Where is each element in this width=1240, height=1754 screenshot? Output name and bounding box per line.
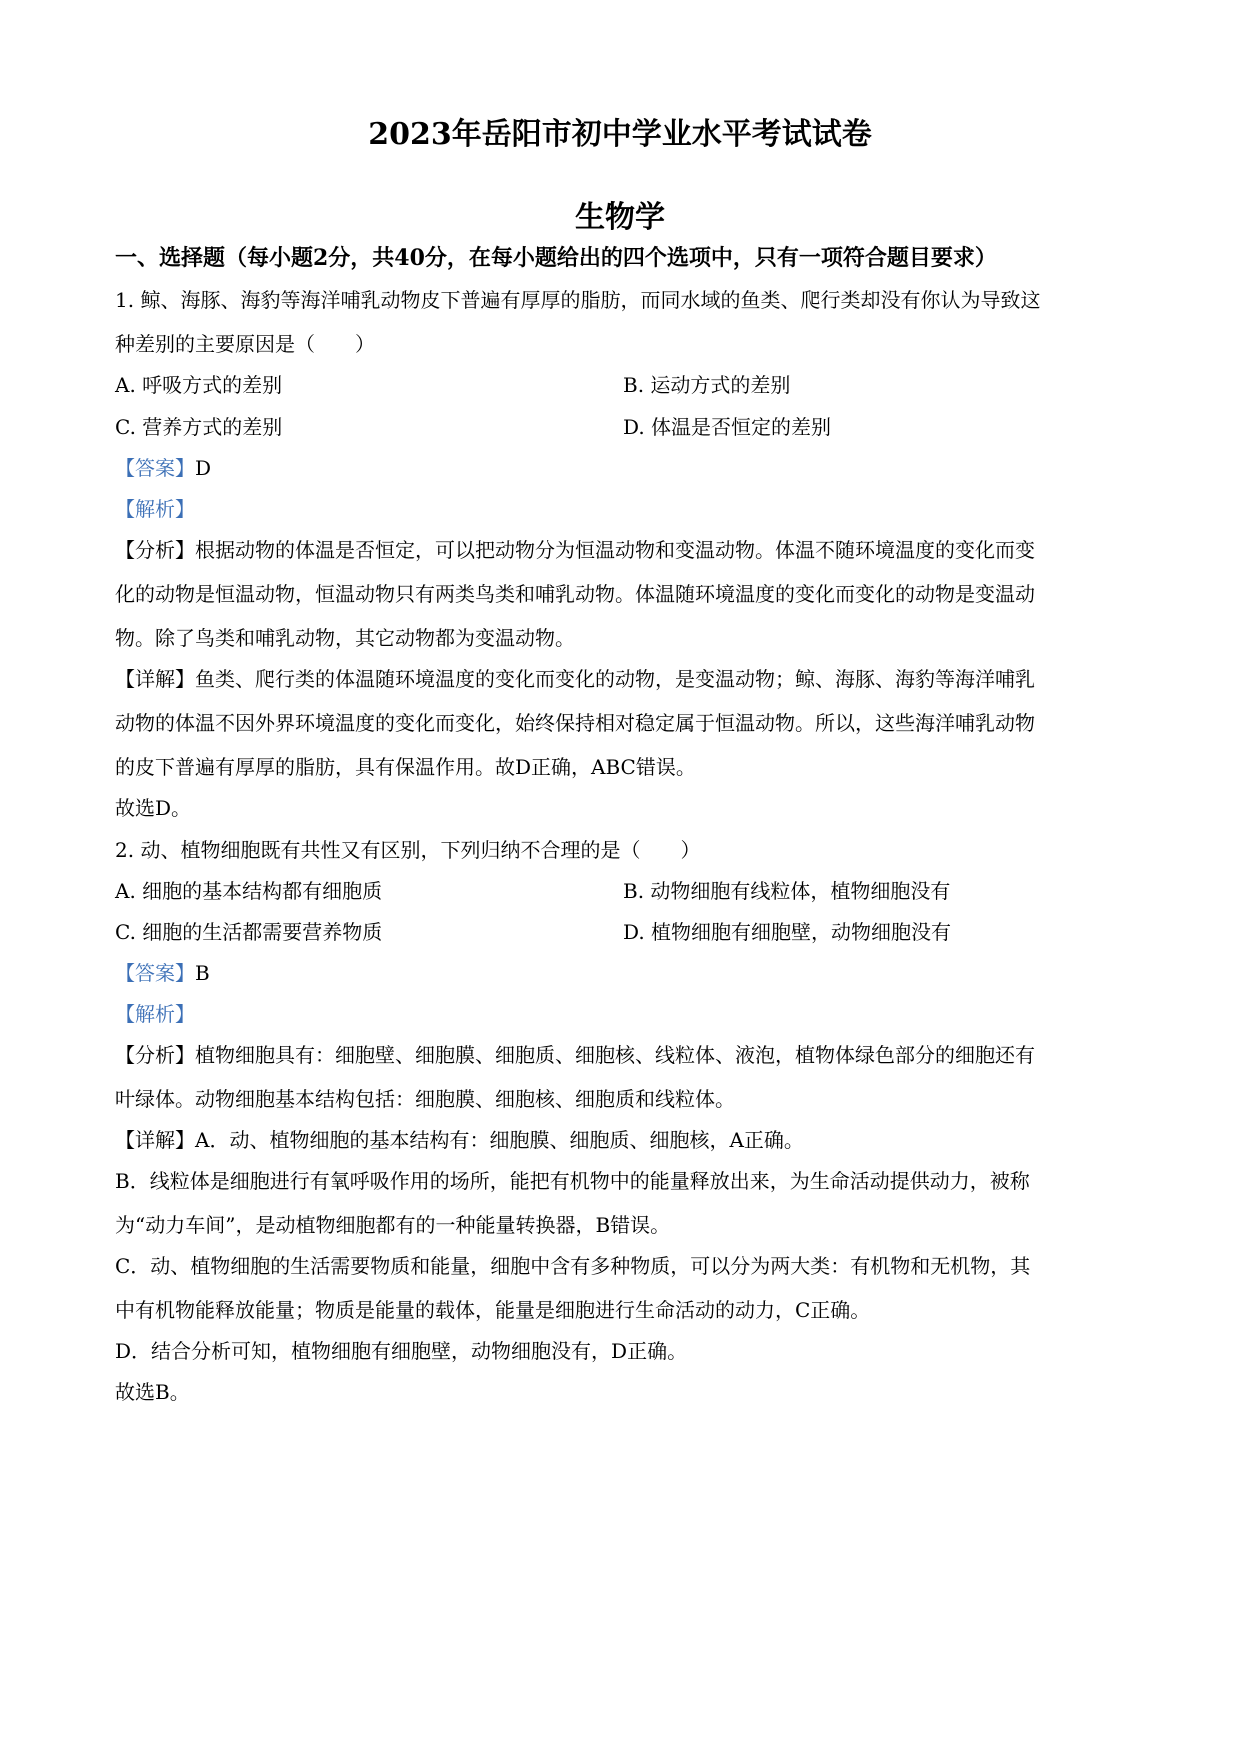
q1-xiangjie-line1: 【详解】鱼类、爬行类的体温随环境温度的变化而变化的动物，是变温动物；鲸、海豚、海豹等海洋哺乳 xyxy=(115,667,1035,691)
q1-answer xyxy=(115,454,1135,482)
q2-option-b: B. 动物细胞有线粒体，植物细胞没有 xyxy=(623,879,951,903)
q1-option-a: A. 呼吸方式的差别 xyxy=(115,373,283,397)
q2-b-line1: B．线粒体是细胞进行有氧呼吸作用的场所，能把有机物中的能量释放出来，为生命活动提供动力，被称 xyxy=(115,1169,1030,1193)
q2-c-line1: C．动、植物细胞的生活需要物质和能量，细胞中含有多种物质，可以分为两大类：有机物和无机物，其 xyxy=(115,1254,1031,1278)
q1-fenxi-line1: 【分析】根据动物的体温是否恒定，可以把动物分为恒温动物和变温动物。体温不随环境温度的变化而变 xyxy=(115,538,1035,562)
q2-answer xyxy=(115,959,1135,987)
q2-answer-value: B xyxy=(195,961,210,985)
q2-analysis-label xyxy=(115,1000,1135,1028)
q1-xiangjie-line2: 动物的体温不因外界环境温度的变化而变化，始终保持相对稳定属于恒温动物。所以，这些海洋哺乳动物 xyxy=(115,711,1035,735)
q1-stem-line1: 1. 鲸、海豚、海豹等海洋哺乳动物皮下普遍有厚厚的脂肪，而同水域的鱼类、爬行类却没有你认为导致这 xyxy=(115,288,1041,312)
q1-answer-value: D xyxy=(195,456,212,480)
q2-xiangjie-line1: 【详解】A．动、植物细胞的基本结构有：细胞膜、细胞质、细胞核，A正确。 xyxy=(115,1128,804,1152)
q1-fenxi-line2: 化的动物是恒温动物，恒温动物只有两类鸟类和哺乳动物。体温随环境温度的变化而变化的动物是变温动 xyxy=(115,582,1035,606)
q2-c-line2: 中有机物能释放能量；物质是能量的载体，能量是细胞进行生命活动的动力，C正确。 xyxy=(115,1298,871,1322)
q2-stem-line1: 2. 动、植物细胞既有共性又有区别，下列归纳不合理的是（ ） xyxy=(115,838,701,862)
q1-stem-line2: 种差别的主要原因是（ ） xyxy=(115,332,375,356)
analysis-label: 【解析】 xyxy=(115,497,195,521)
subject-title: 生物学 xyxy=(575,200,665,235)
q1-option-c: C. 营养方式的差别 xyxy=(115,415,283,439)
q2-fenxi-line2: 叶绿体。动物细胞基本结构包括：细胞膜、细胞核、细胞质和线粒体。 xyxy=(115,1087,735,1111)
analysis-label: 【解析】 xyxy=(115,1002,195,1026)
q2-b-line2: 为“动力车间”，是动植物细胞都有的一种能量转换器，B错误。 xyxy=(115,1213,671,1237)
section-heading: 一、选择题（每小题2分，共40分，在每小题给出的四个选项中，只有一项符合题目要求） xyxy=(115,245,997,271)
q1-option-b: B. 运动方式的差别 xyxy=(623,373,791,397)
q2-conclusion: 故选B。 xyxy=(115,1380,190,1404)
q2-option-d: D. 植物细胞有细胞壁，动物细胞没有 xyxy=(623,920,952,944)
q1-fenxi-line3: 物。除了鸟类和哺乳动物，其它动物都为变温动物。 xyxy=(115,626,575,650)
q2-option-c: C. 细胞的生活都需要营养物质 xyxy=(115,920,383,944)
q1-conclusion: 故选D。 xyxy=(115,796,192,820)
answer-label: 【答案】 xyxy=(115,456,195,480)
q2-option-a: A. 细胞的基本结构都有细胞质 xyxy=(115,879,383,903)
q1-analysis-label xyxy=(115,495,1135,523)
q2-d-line1: D．结合分析可知，植物细胞有细胞壁，动物细胞没有，D正确。 xyxy=(115,1339,688,1363)
q1-option-d: D. 体温是否恒定的差别 xyxy=(623,415,832,439)
q1-xiangjie-line3: 的皮下普遍有厚厚的脂肪，具有保温作用。故D正确，ABC错误。 xyxy=(115,755,696,779)
answer-label: 【答案】 xyxy=(115,961,195,985)
exam-title: 2023年岳阳市初中学业水平考试试卷 xyxy=(368,117,872,152)
q2-fenxi-line1: 【分析】植物细胞具有：细胞壁、细胞膜、细胞质、细胞核、线粒体、液泡，植物体绿色部分的细胞还有 xyxy=(115,1043,1035,1067)
